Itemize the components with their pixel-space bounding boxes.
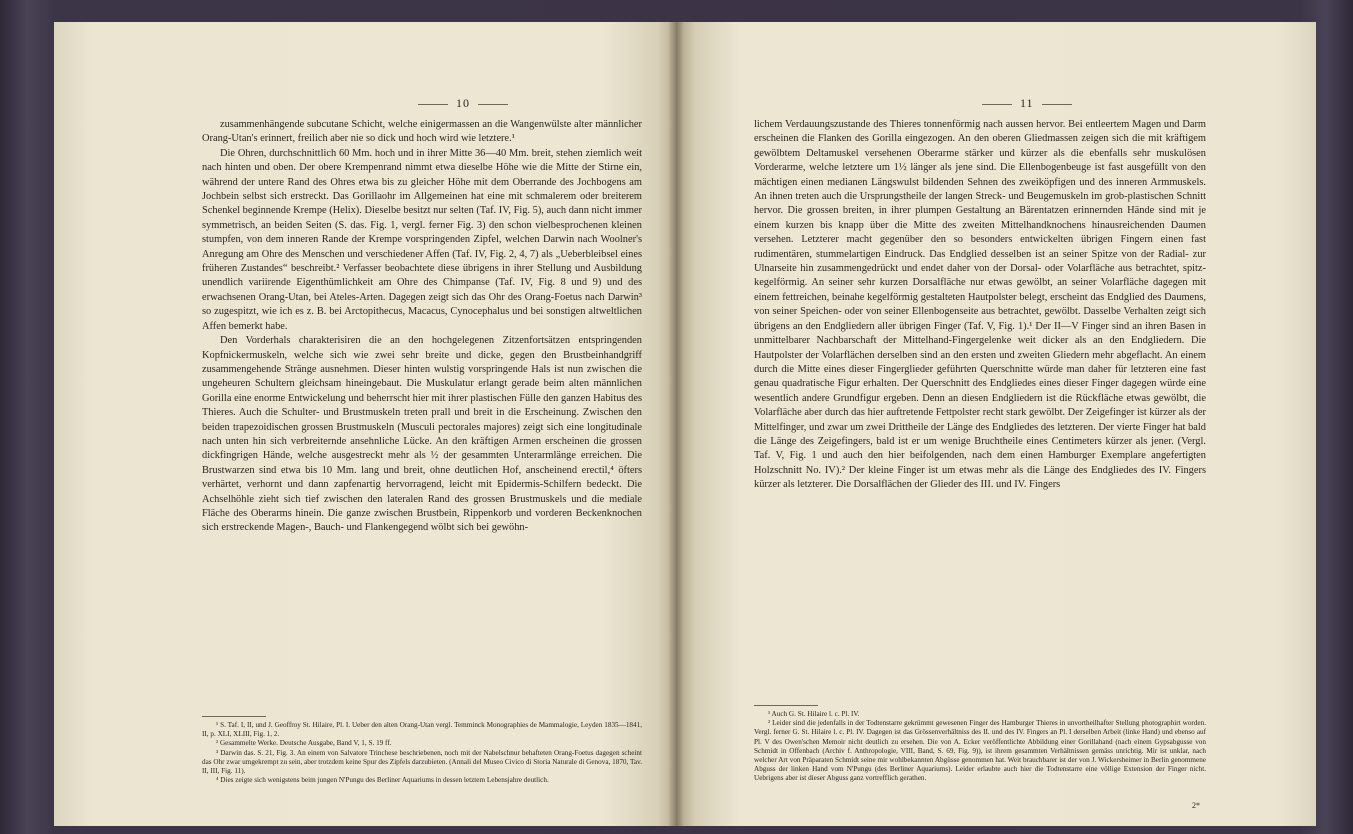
left-footnote-2: ² Gesammelte Werke. Deutsche Ausgabe, Band V, 1, S. 19 ff. xyxy=(216,739,392,748)
left-footnote-1: ¹ S. Taf. I, II, und J. Geoffroy St. Hilaire, Pl. I. Ueber den alten Orang-Utan vergl. Temminck Monographies de Mammalogie, Leyden 1835—1841, II, p. XLI, XLIII, Fig. 1, 2. xyxy=(202,721,642,739)
footnote-rule-left xyxy=(202,716,266,717)
right-body-text xyxy=(754,118,1206,493)
right-page xyxy=(676,22,1316,826)
left-page xyxy=(54,22,676,826)
signature-mark: 2* xyxy=(1192,801,1200,810)
footnote-rule-right xyxy=(754,705,818,706)
page-number-right: 11 xyxy=(974,96,1080,111)
page-number-left: 10 xyxy=(410,96,516,111)
book-gutter xyxy=(668,22,684,826)
left-footnote-3: ³ Darwin das. S. 21, Fig. 3. An einem von Salvatore Trinchese beschriebenen, noch mit der Nabelschnur behafteten Orang-Foetus dagegen scheint das Ohr zwar umgekrempt zu sein, aber trotzdem keine Spur des Zipfels darzubieten. (Annali del Museo Civico di Storia Naturale di Genova, 1870, Tav. II, III, Fig. 11). xyxy=(202,748,642,776)
right-footnote-1: ¹ Auch G. St. Hilaire l. c. Pl. IV. xyxy=(768,710,860,718)
right-footnote-2: ² Leider sind die jedenfalls in der Todtenstarre gekrümmt gewesenen Finger des Hamburger Thieres in unvortheilhafter Stellung photographirt worden. Vergl. ferner G. St. Hilaire l. c. Pl. IV. Dagegen ist das Grössenverhältniss des II. und des IV. Fingers an Pl. I derselben Arbeit (linke Hand) und ebenso auf Pl. V des Owen'schen Memoir nicht deutlich zu ersehen. Die von A. Ecker veröffentlichte Abbildung einer Gorillahand (nach einem Gypsabgusse von Schmidt in Offenbach (Archiv f. Anthropologie, VIII, Band, S. 69, Fig. 9)), ist ihrem gesammten Verhältnissen gemäss unrichtig. Mir ist unklar, nach welcher Art von Präparaten Schmidt seine mir wohlbekannten Abgüsse genommen hat. Weit brauchbarer ist der von J. Wickersheimer in Berlin genommene Abguss der linken Hand vom N'Pungu (des Berliner Aquariums). Leider erlaubte auch hier die Todtenstarre eine völlige Extension der Finger nicht. Uebrigens aber ist dieser Abguss ganz vortrefflich gerathen. xyxy=(754,719,1206,783)
left-body-text xyxy=(202,118,642,536)
right-footnotes xyxy=(754,710,1206,784)
left-paragraph-3: Den Vorderhals charakterisiren die an den hochgelegenen Zitzenfortsätzen entspringenden Kopfnickermuskeln, welche sich wie zwei sehr breite und dicke, gegen den Brustbeinhandgriff zusammengehende Stränge ausnehmen. Dieser hinten wulstig vorspringende Hals ist nun zwischen die ungeheuren Schultern gleichsam hineingebaut. Die Muskulatur erlangt gerade beim alten männlichen Gorilla eine enorme Entwickelung und beherrscht hier mit ihrer plastischen Fülle den ganzen Habitus des Thieres. Auch die Schulter- und Brustmuskeln treten prall und breit in die Erscheinung. Zwischen den beiden trapezoidischen grossen Brustmuskeln (Musculi pectorales majores) zeigt sich eine longitudinale nach unten hin sich verbreiternde ansehnliche Lücke. An den kräftigen Armen erscheinen die grossen dickfingrigen Hände, welche ausgestreckt mehr als ½ der gesammten Unterarmlänge erreichen. Die Brustwarzen sind etwa bis 10 Mm. lang und breit, ohne deutlichen Hof, anscheinend erectil,⁴ öfters verhärtet, verhornt und dann zapfenartig hervorragend, leicht mit Epidermis-Schilfern bedeckt. Die Achselhöhle zieht sich tief zwischen den lateralen Rand des grossen Brustmuskels und die mediale Fläche des Oberarms hinein. Die ganze zwischen Brustbein, Rippenkorb und vorderen Beckenknochen sich erstreckende Magen-, Bauch- und Flankengegend wölbt sich bei gewöhn- xyxy=(202,335,642,534)
left-paragraph-1: zusammenhängende subcutane Schicht, welche einigermassen an die Wangenwülste alter männlicher Orang-Utan's erinnert, freilich aber nie so dick und hoch wird wie letztere.¹ xyxy=(202,119,642,145)
left-footnotes xyxy=(202,721,642,785)
right-paragraph-1: lichem Verdauungszustande des Thieres tonnenförmig nach aussen hervor. Bei entleertem Magen und Darm erscheinen die Flanken des Gorilla eingezogen. An den oberen Gliedmassen zeigen sich die mit kräftigem gewölbtem Deltamuskel versehenen Oberarme stärker und kürzer als die ebenfalls sehr muskulösen Vorderarme, welche letztere um 1½ länger als jene sind. Die Ellenbogenbeuge ist fast ausgefüllt von den mächtigen einen medianen Längswulst bildenden Sehnen des zweiköpfigen und des inneren Armmuskels. An ihnen treten auch die Ursprungstheile der langen Streck- und Beugemuskeln im grob-plastischen Schnitt hervor. Die grossen breiten, in ihrer plumpen Gestaltung an Bärentatzen erinnernden Hände sind mit je einem kurzen bis knapp über die Mitte des zweiten Mittelhandknochens hinausreichenden Daumen versehen. Letzterer macht gegenüber den so besonders entwickelten übrigen Fingern einen fast rudimentären, stummelartigen Eindruck. Das Endglied desselben ist an seiner Spitze von der Radial- zur Ulnarseite hin zusammengedrückt und endet daher von der Dorsal- oder Volarfläche aus betrachtet, spitz-kegelförmig. An seiner sehr kurzen Dorsalfläche nur etwas gewölbt, an seiner Volarfläche dagegen mit einem fettreichen, beinahe kegelförmig gestalteten Hautpolster belegt, erscheint das Endglied des Daumens, von seiner Speichen- oder von seiner Ellenbogenseite aus betrachtet, gewölbt. Dasselbe Verhalten zeigt sich übrigens an den Endgliedern aller übrigen Finger (Taf. V, Fig. 1).¹ Der II—V Finger sind an ihren Basen in unmittelbarer Nachbarschaft der Mittelhand-Fingergelenke weit dicker als an den Endgliedern. Die Hautpolster der Volarflächen derselben sind an den ersten und zweiten Gliedern mehr abgeflacht. An einem durch die Mitte eines dieser Fingerglieder geführten Querschnitte würde man daher für letzteren eine fast genau quadratische Figur erhalten. Der Querschnitt des Endgliedes eines dieser Finger dagegen würde eine wesentlich andere Grundfigur ergeben. Denn an diesen Endgliedern ist die Rückfläche etwas gewölbt, die Volarfläche aber durch das hier auftretende Fettpolster recht stark gewölbt. Der Zeigefinger ist kürzer als der Mittelfinger, und zwar um zwei Drittheile der Länge des Endgliedes des letzteren. Der vierte Finger hat bald die Länge des Zeigefingers, bald ist er um wenige Bruchtheile eines Centimeters kürzer als jener. (Vergl. Taf. V, Fig. 1 und auch den hier beifolgenden, nach dem einen Hamburger Exemplare angefertigten Holzschnitt No. IV).² Der kleine Finger ist um etwas mehr als die Länge des Endgliedes des IV. Fingers kürzer als letzterer. Die Dorsalflächen der Glieder des III. und IV. Fingers xyxy=(754,119,1206,491)
left-paragraph-2: Die Ohren, durchschnittlich 60 Mm. hoch und in ihrer Mitte 36—40 Mm. breit, stehen ziemlich weit nach hinten und oben. Der obere Krempenrand nimmt etwa dieselbe Höhe wie die Mitte der Stirne ein, während der untere Rand des Ohres etwa bis zu gleicher Höhe mit dem Oberrande des Jochbogens am Jochbein selbst sich erstreckt. Das Gorillaohr im Allgemeinen hat eine mit schmalerem oder breiterem Schenkel beginnende Krempe (Helix). Dieselbe besitzt nur selten (Taf. IV, Fig. 5), auch dann nicht immer symmetrisch, an beiden Seiten (S. das. Fig. 1, vergl. ferner Fig. 3) den schon vielbesprochenen kleinen stumpfen, von dem inneren Rande der Krempe vorspringenden Zipfel, welchen Darwin nach Woolner's Anregung am Ohre des Menschen und verschiedener Affen (Taf. IV, Fig. 2, 4, 7) als „Ueberbleibsel eines früheren Zustandes“ beschreibt.² Verfasser beobachtete diese übrigens in ihrer Stellung und Ausbildung unendlich variirende Eigenthümlichkeit am Ohre des Chimpanse (Taf. IV, Fig. 8 und 9) und des erwachsenen Orang-Utan, bei Ateles-Arten. Dagegen zeigt sich das Ohr des Orang-Foetus nach Darwin³ so zugespitzt, wie ich es z. B. bei Arctopithecus, Macacus, Cynocephalus und bei sonstigen altweltlichen Affen bemerkt habe. xyxy=(202,147,642,332)
left-footnote-4: ⁴ Dies zeigte sich wenigstens beim jungen N'Pungu des Berliner Aquariums in dessen letztem Lebensjahre deutlich. xyxy=(216,776,549,785)
